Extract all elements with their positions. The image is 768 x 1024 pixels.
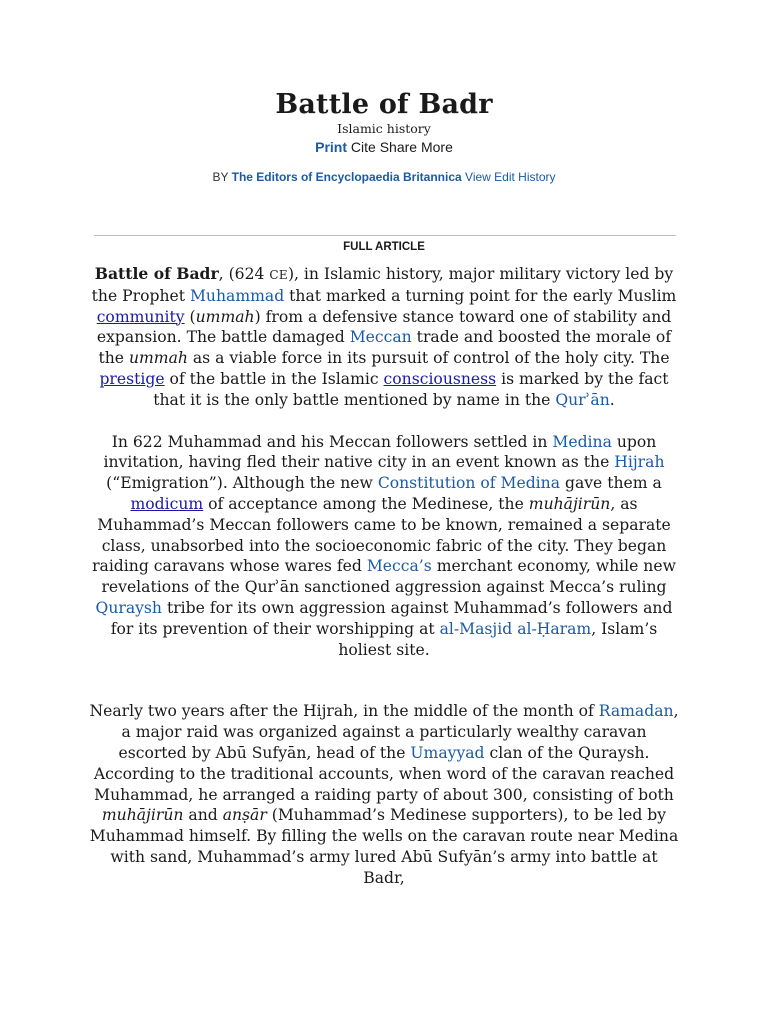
link-meccan[interactable]: Meccan	[349, 328, 412, 347]
link-ramadan[interactable]: Ramadan	[598, 702, 674, 721]
byline-prefix: BY	[212, 170, 229, 184]
link-quraysh[interactable]: Quraysh	[95, 598, 162, 617]
link-umayyad[interactable]: Umayyad	[410, 743, 485, 762]
section-label: FULL ARTICLE	[343, 241, 425, 253]
author-link[interactable]: The Editors of Encyclopaedia Britannica	[231, 170, 462, 184]
article-paragraph-3: Nearly two years after the Hijrah, in the middle of the month of Ramadan, a major raid was organized against a particularly wealthy caravan escorted by Abū Sufyān, head of the Umayyad clan of the Quraysh. According to the traditional accounts, when word of the caravan reached Muhammad, he arranged a raiding party of about 300, consisting of both muhājirūn and anṣār (Muhammad’s Medinese supporters), to be led by Muhammad himself. By filling the wells on the caravan route near Medina with sand, Muhammad’s army lured Abū Sufyān’s army into battle at Badr,	[89, 702, 679, 887]
article-paragraph-1: Battle of Badr, (624 CE), in Islamic history, major military victory led by the Prophet Muhammad that marked a turning point for the early Muslim community (ummah) from a defensive stance toward one of stability and expansion. The battle damaged Meccan trade and boosted the morale of the ummah as a viable force in its pursuit of control of the holy city. The prestige of the battle in the Islamic consciousness is marked by the fact that it is the only battle mentioned by name in the Qurʾān.	[91, 264, 677, 409]
print-button[interactable]: Print	[315, 139, 348, 155]
era-label: CE	[269, 268, 288, 282]
link-muhammad[interactable]: Muhammad	[189, 286, 285, 305]
page-title: Battle of Badr	[275, 89, 493, 120]
article-body	[88, 264, 680, 889]
edit-history-link[interactable]: View Edit History	[465, 170, 556, 184]
link-meccas[interactable]: Mecca’s	[366, 557, 432, 576]
link-community[interactable]: community	[96, 307, 185, 326]
link-quran[interactable]: Qurʾān	[555, 390, 610, 409]
link-al-masjid-al-haram[interactable]: al-Masjid al-Ḥaram	[439, 619, 592, 638]
divider	[94, 235, 676, 236]
byline	[0, 169, 768, 185]
link-prestige[interactable]: prestige	[99, 369, 165, 388]
link-medina[interactable]: Medina	[552, 432, 612, 451]
more-button[interactable]: More	[420, 139, 453, 155]
page-subtitle: Islamic history	[337, 121, 431, 136]
link-consciousness[interactable]: consciousness	[383, 369, 497, 388]
article-actions	[0, 138, 768, 156]
article-paragraph-2: In 622 Muhammad and his Meccan followers settled in Medina upon invitation, having fled their native city in an event known as the Hijrah (“Emigration”). Although the new Constitution of Medina gave them a modicum of acceptance among the Medinese, the muhājirūn, as Muhammad’s Meccan followers came to be known, remained a separate class, unabsorbed into the socioeconomic fabric of the city. They began raiding caravans whose wares fed Mecca’s merchant economy, while new revelations of the Qurʾān sanctioned aggression against Mecca’s ruling Quraysh tribe for its own aggression against Muhammad’s followers and for its prevention of their worshipping at al-Masjid al-Ḥaram, Islam’s holiest site.	[92, 432, 676, 659]
link-modicum[interactable]: modicum	[130, 494, 204, 513]
link-constitution-of-medina[interactable]: Constitution of Medina	[377, 474, 561, 493]
share-button[interactable]: Share	[379, 139, 418, 155]
cite-button[interactable]: Cite	[350, 139, 376, 155]
article-term: Battle of Badr	[94, 264, 219, 283]
link-hijrah[interactable]: Hijrah	[614, 453, 665, 472]
